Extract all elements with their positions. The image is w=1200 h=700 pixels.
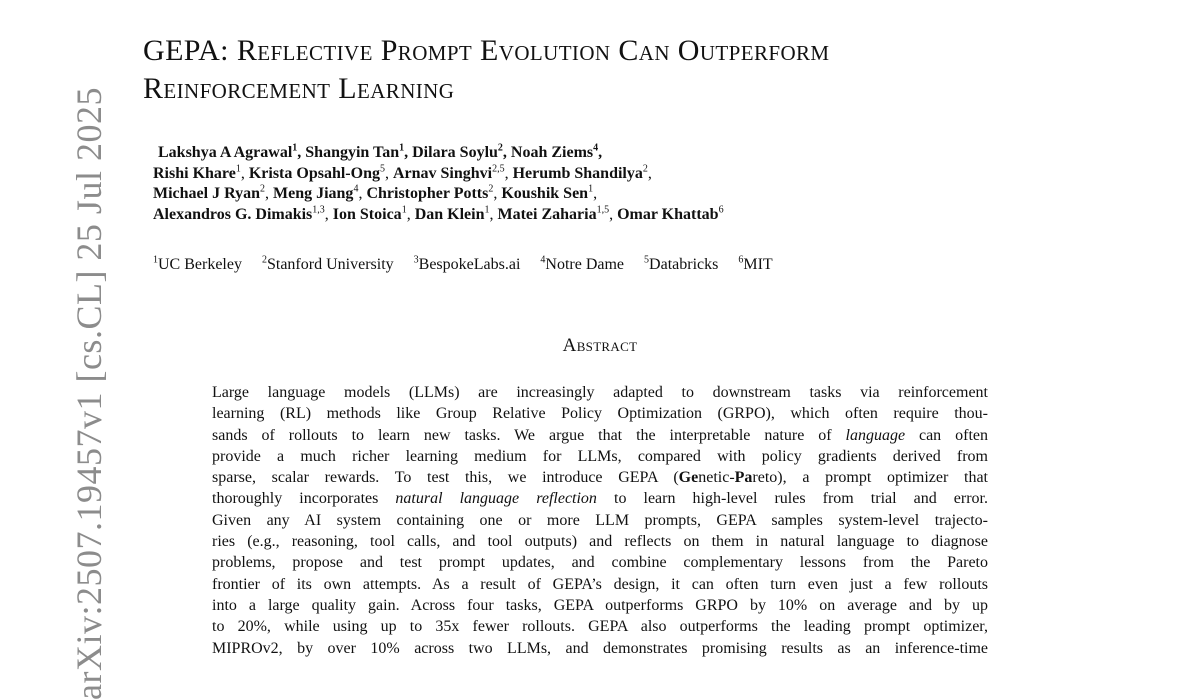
- author-name: Christopher Potts$^2$: [366, 183, 494, 202]
- abstract-line: Large language models (LLMs) are increasingly adapted to downstream tasks via reinforcement: [212, 384, 988, 401]
- author-affiliation-marker: 1: [399, 142, 405, 154]
- paper-title-line-2: Reinforcement Learning: [143, 72, 455, 105]
- abstract-line: MIPROv2, by over 10% across two LLMs, and demonstrates promising results as an inference-time: [212, 639, 988, 657]
- author-affiliation-marker: 4: [353, 183, 359, 195]
- author-name: Shangyin Tan$^1$: [305, 142, 405, 161]
- author-name: Koushik Sen$^1$: [501, 183, 594, 202]
- author-affiliation-marker: 2: [497, 142, 503, 154]
- author-line: Alexandros G. Dimakis$^{1,3}$, Ion Stoica$^1$, Dan Klein$^1$, Matei Zaharia$^{1,5}$, Omar Khattab$^6$: [153, 204, 724, 223]
- affiliation: $^2$Stanford University: [261, 255, 394, 274]
- author-name: Ion Stoica$^1$: [332, 204, 407, 223]
- author-affiliation-marker: 1: [292, 142, 298, 154]
- author-name: Rishi Khare$^1$: [153, 163, 241, 182]
- author-affiliation-marker: 2: [259, 183, 265, 195]
- author-affiliation-marker: 2,5: [492, 163, 505, 175]
- author-line: Lakshya A Agrawal$^1$, Shangyin Tan$^1$, Dilara Soylu$^2$, Noah Ziems$^4$,: [158, 142, 603, 161]
- author-affiliation-marker: 1: [235, 163, 241, 175]
- abstract-line: Given any AI system containing one or more LLM prompts, GEPA samples system-level trajecto-: [212, 511, 988, 529]
- author-line: Rishi Khare$^1$, Krista Opsahl-Ong$^5$, Arnav Singhvi$^{2,5}$, Herumb Shandilya$^2$,: [153, 163, 652, 182]
- author-name: Arnav Singhvi$^{2,5}$: [392, 163, 505, 182]
- abstract-line: learning (RL) methods like Group Relative Policy Optimization (GRPO), which often require thou-: [212, 405, 988, 423]
- author-name: Alexandros G. Dimakis$^{1,3}$: [153, 204, 325, 223]
- abstract-line: ries (e.g., reasoning, tool calls, and tool outputs) and reflects on them in natural language to diagnose: [212, 533, 988, 551]
- author-name: Dilara Soylu$^2$: [412, 142, 503, 161]
- abstract-line: to 20%, while using up to 35x fewer rollouts. GEPA also outperforms the leading prompt optimizer,: [212, 618, 988, 636]
- author-affiliation-marker: 1: [401, 204, 407, 216]
- author-affiliation-marker: 1,3: [312, 204, 325, 216]
- author-name: Lakshya A Agrawal$^1$: [158, 142, 298, 161]
- author-name: Noah Ziems$^4$: [510, 142, 599, 161]
- abstract-line: thoroughly incorporates natural language reflection to learn high-level rules from trial and error.: [212, 490, 988, 508]
- author-name: Matei Zaharia$^{1,5}$: [497, 204, 610, 223]
- affiliation: $^3$BespokeLabs.ai: [413, 255, 521, 274]
- abstract-line: provide a much richer learning medium for LLMs, compared with policy gradients derived from: [212, 447, 988, 465]
- author-name: Meng Jiang$^4$: [272, 183, 359, 202]
- affiliation: $^1$UC Berkeley: [153, 255, 242, 274]
- author-affiliation-marker: 4: [593, 142, 599, 154]
- paper-title: [143, 32, 1103, 108]
- author-affiliation-marker: 1: [588, 183, 594, 195]
- abstract-body: [212, 382, 988, 659]
- affiliation: $^6$MIT: [738, 255, 773, 274]
- abstract-line: problems, propose and test prompt updates, and combine complementary lessons from the Pareto: [212, 554, 988, 572]
- author-name: Michael J Ryan$^2$: [153, 183, 265, 202]
- author-list: [153, 143, 724, 225]
- author-affiliation-marker: 5: [379, 163, 385, 175]
- author-name: Omar Khattab$^6$: [617, 204, 724, 223]
- author-affiliation-marker: 1: [484, 204, 490, 216]
- author-affiliation-marker: 1,5: [596, 204, 610, 216]
- affiliation: $^5$Databricks: [644, 255, 719, 274]
- author-affiliation-marker: 2: [488, 183, 494, 195]
- abstract-line: sparse, scalar rewards. To test this, we introduce GEPA (Genetic-Pareto), a prompt optimizer that: [212, 469, 989, 487]
- author-name: Herumb Shandilya$^2$: [512, 163, 648, 182]
- author-name: Dan Klein$^1$: [414, 204, 490, 223]
- abstract-line: frontier of its own attempts. As a result of GEPA’s design, it can often turn even just a few rollouts: [212, 575, 988, 593]
- abstract-heading: Abstract: [562, 335, 638, 356]
- author-line: Michael J Ryan$^2$, Meng Jiang$^4$, Christopher Potts$^2$, Koushik Sen$^1$,: [153, 183, 598, 202]
- affiliation-list: [153, 255, 793, 274]
- affiliation: $^4$Notre Dame: [540, 255, 625, 274]
- author-affiliation-marker: 6: [718, 204, 724, 216]
- author-name: Krista Opsahl-Ong$^5$: [248, 163, 385, 182]
- arxiv-identifier-watermark: arXiv:2507.19457v1 [cs.CL] 25 Jul 2025: [69, 87, 109, 700]
- author-affiliation-marker: 2: [642, 163, 648, 175]
- abstract-line: into a large quality gain. Across four tasks, GEPA outperforms GRPO by 10% on average and by up: [212, 596, 988, 614]
- paper-title-line-1: GEPA: Reflective Prompt Evolution Can Outperform: [143, 34, 830, 67]
- abstract-line: sands of rollouts to learn new tasks. We argue that the interpretable nature of language can often: [212, 426, 988, 444]
